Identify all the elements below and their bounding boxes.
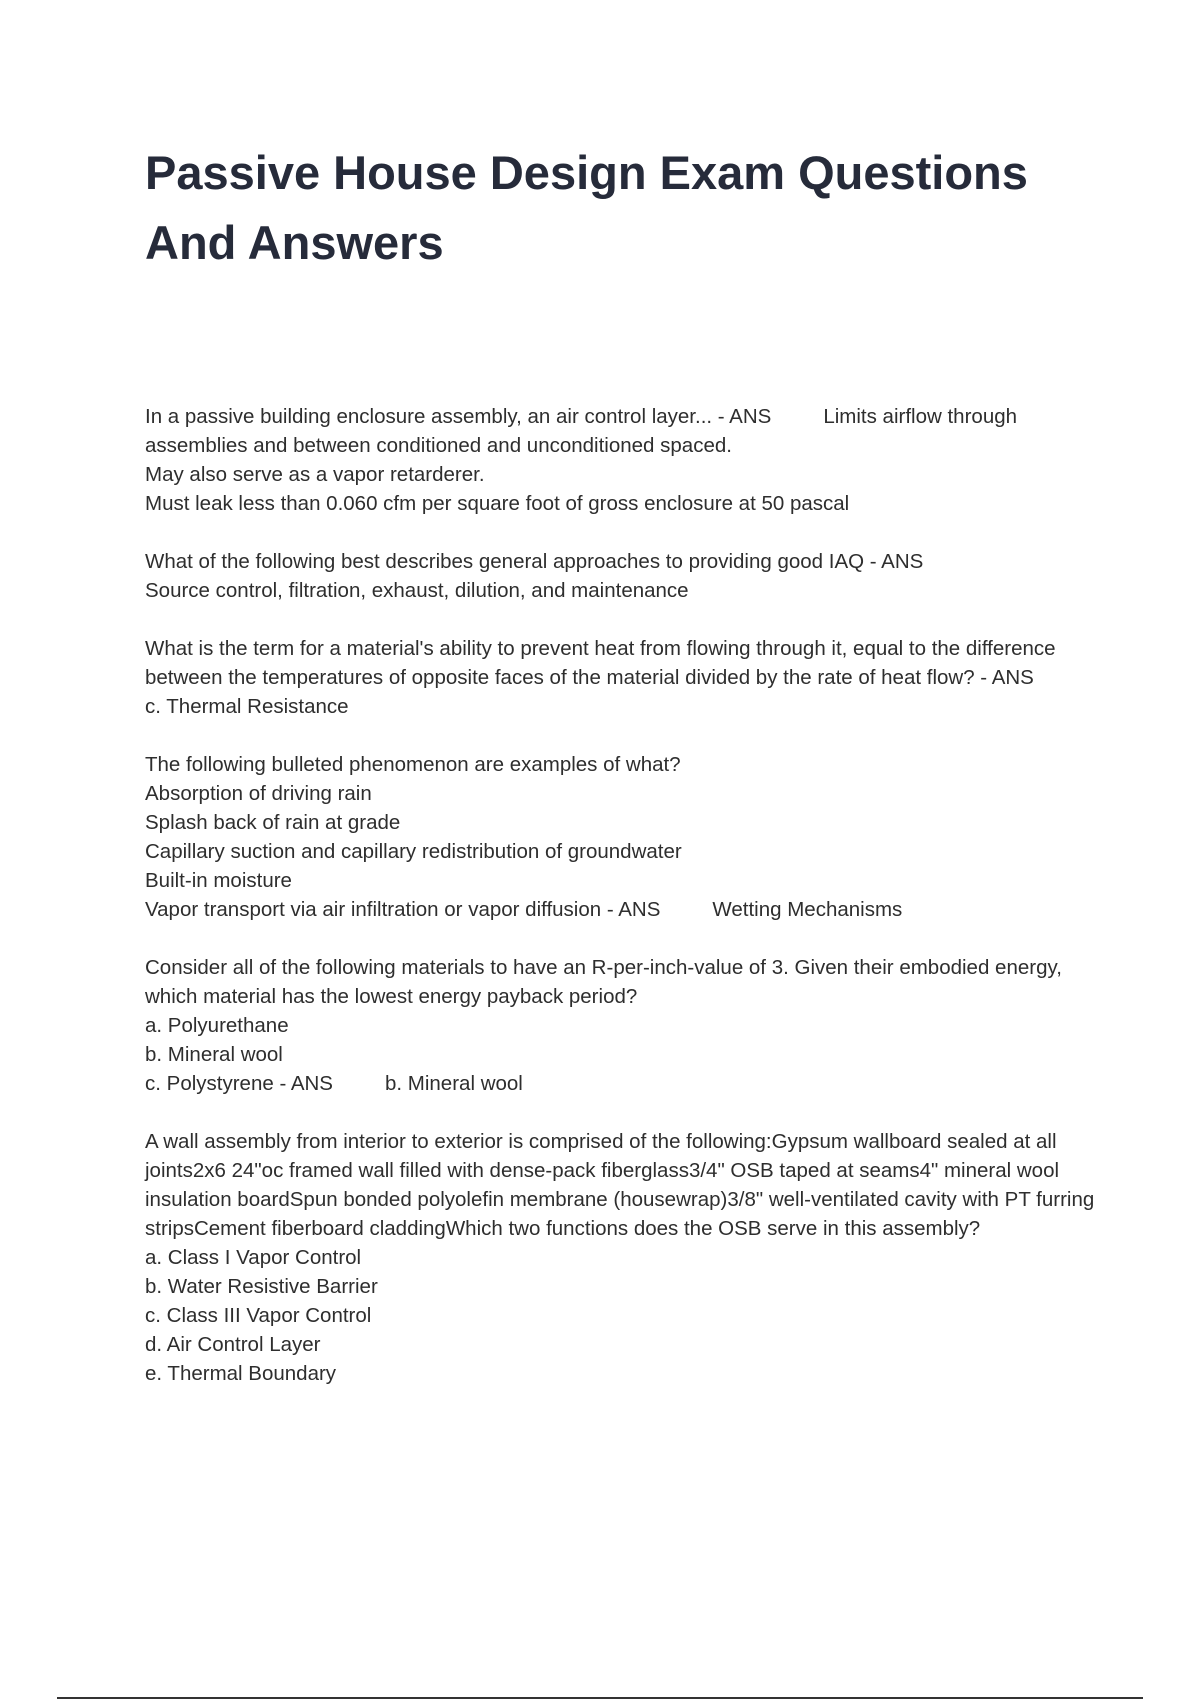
qa-item-3 [145,634,1095,721]
qa-list [145,402,1095,1417]
answer-text: Source control, filtration, exhaust, dilution, and maintenance [145,579,689,602]
question-line: Built-in moisture [145,869,292,892]
question-line: A wall assembly from interior to exterior is comprised of the following:Gypsum wallboard sealed at all joints2x6 24"oc framed wall filled with dense-pack fiberglass3/4" OSB taped at seams4" mineral wool insulation boardSpun bonded polyolefin membrane (housewrap)3/8" well-ventilated cavity with PT furring stripsCement fiberboard claddingWhich two functions does the OSB serve in this assembly? [145,1130,1095,1240]
question-line: The following bulleted phenomenon are examples of what? [145,753,681,776]
question-line: Absorption of driving rain [145,782,372,805]
question-line: a. Polyurethane [145,1014,289,1037]
answer-text: Limits airflow through assemblies and between conditioned and unconditioned spaced. [145,405,1018,457]
page-title: Passive House Design Exam Questions And Answers [145,146,1028,269]
question-line: Consider all of the following materials to have an R-per-inch-value of 3. Given their embodied energy, which material has the lowest energy payback period? [145,956,1062,1008]
question-line: e. Thermal Boundary [145,1362,337,1385]
question-text: In a passive building enclosure assembly, an air control layer... - ANS [145,405,772,428]
question-line: b. Mineral wool [145,1043,283,1066]
question-text: What of the following best describes general approaches to providing good IAQ - ANS [145,550,924,573]
answer-text: c. Thermal Resistance [145,695,349,718]
question-line: c. Class III Vapor Control [145,1304,372,1327]
answer-text: b. Mineral wool [384,1072,523,1095]
question-text: Vapor transport via air infiltration or vapor diffusion - ANS [145,898,661,921]
question-text: c. Polystyrene - ANS [145,1072,333,1095]
qa-item-5 [145,953,1095,1098]
answer-line: Must leak less than 0.060 cfm per square foot of gross enclosure at 50 pascal [145,492,850,515]
answer-line: May also serve as a vapor retarderer. [145,463,485,486]
qa-item-4 [145,750,1095,924]
qa-item-6 [145,1127,1095,1388]
qa-item-2 [145,547,1095,605]
qa-item-1 [145,402,1095,518]
question-text: What is the term for a material's ability to prevent heat from flowing through it, equal to the difference between the temperatures of opposite faces of the material divided by the rate of heat flow? - ANS [145,637,1056,689]
question-line: Capillary suction and capillary redistribution of groundwater [145,840,682,863]
answer-text: Wetting Mechanisms [712,898,903,921]
bottom-rule [57,1697,1143,1699]
question-line: a. Class I Vapor Control [145,1246,362,1269]
question-line: b. Water Resistive Barrier [145,1275,378,1298]
question-line: d. Air Control Layer [145,1333,321,1356]
question-line: Splash back of rain at grade [145,811,401,834]
